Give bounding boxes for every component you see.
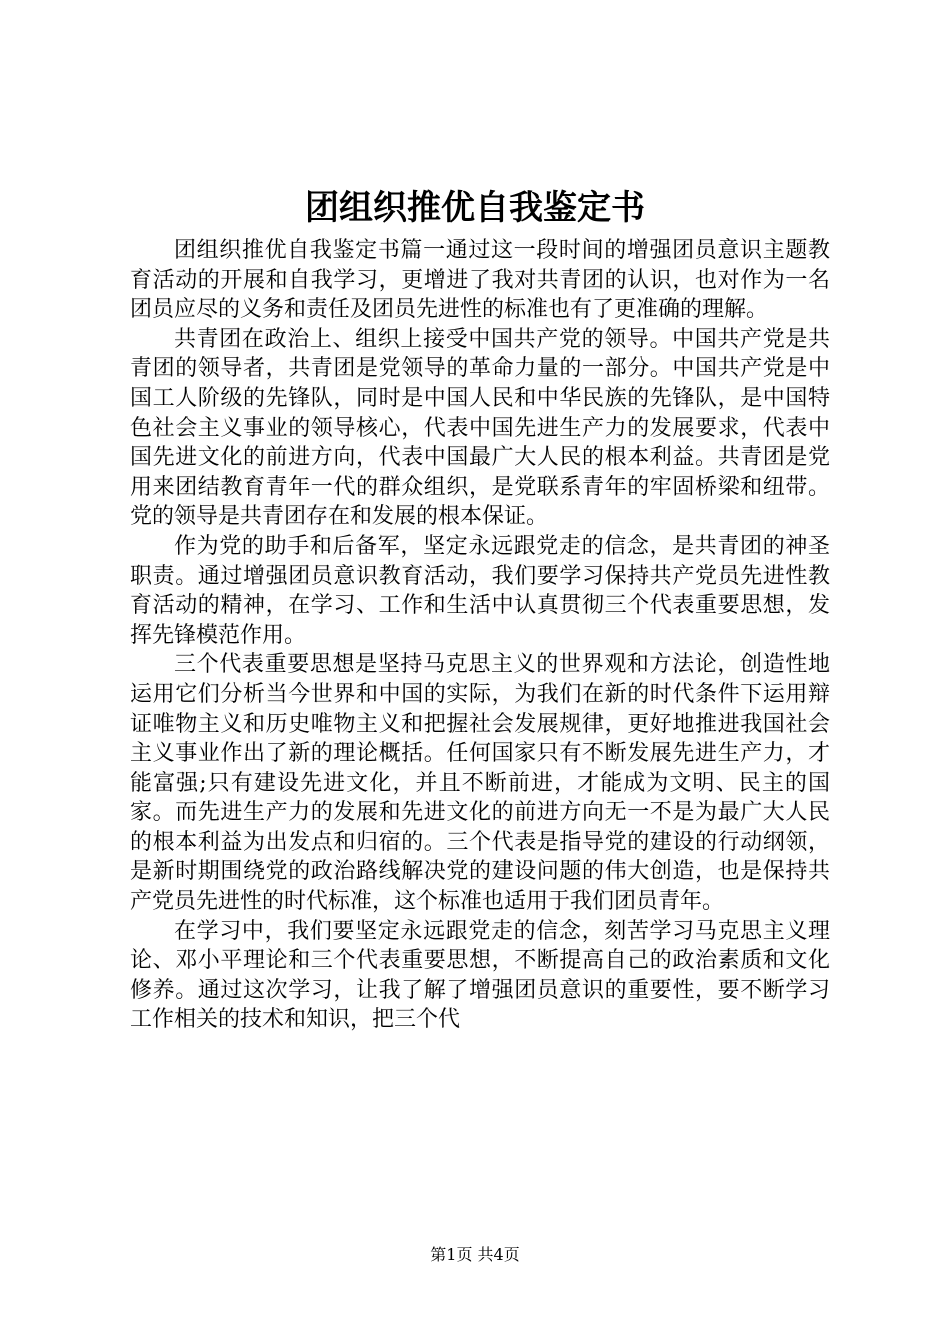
paragraph-4: 三个代表重要思想是坚持马克思主义的世界观和方法论，创造性地运用它们分析当今世界和中国的实际，为我们在新的时代条件下运用辩证唯物主义和历史唯物主义和把握社会发展规律，更好地推进我国社会主义事业作出了新的理论概括。任何国家只有不断发展先进生产力，才能富强;只有建设先进文化，并且不断前进，才能成为文明、民主的国家。而先进生产力的发展和先进文化的前进方向无一不是为最广大人民的根本利益为出发点和归宿的。三个代表是指导党的建设的行动纲领，是新时期围绕党的政治路线解决党的建设问题的伟大创造，也是保持共产党员先进性的时代标准，这个标准也适用于我们团员青年。 (130, 652, 830, 915)
document-title: 团组织推优自我鉴定书 (305, 188, 645, 228)
document-body (130, 236, 830, 1035)
page-number-footer: 第1页 共4页 (430, 1245, 520, 1264)
paragraph-3: 作为党的助手和后备军，坚定永远跟党走的信念，是共青团的神圣职责。通过增强团员意识教育活动，我们要学习保持共产党员先进性教育活动的精神，在学习、工作和生活中认真贯彻三个代表重要思想，发挥先锋模范作用。 (130, 533, 830, 648)
paragraph-2: 共青团在政治上、组织上接受中国共产党的领导。中国共产党是共青团的领导者，共青团是党领导的革命力量的一部分。中国共产党是中国工人阶级的先锋队，同时是中国人民和中华民族的先锋队，是中国特色社会主义事业的领导核心，代表中国先进生产力的发展要求，代表中国先进文化的前进方向，代表中国最广大人民的根本利益。共青团是党用来团结教育青年一代的群众组织，是党联系青年的牢固桥梁和纽带。党的领导是共青团存在和发展的根本保证。 (130, 326, 830, 530)
paragraph-1: 团组织推优自我鉴定书篇一通过这一段时间的增强团员意识主题教育活动的开展和自我学习，更增进了我对共青团的认识，也对作为一名团员应尽的义务和责任及团员先进性的标准也有了更准确的理解。 (130, 238, 830, 323)
paragraph-5: 在学习中，我们要坚定永远跟党走的信念，刻苦学习马克思主义理论、邓小平理论和三个代表重要思想，不断提高自己的政治素质和文化修养。通过这次学习，让我了解了增强团员意识的重要性，要不断学习工作相关的技术和知识，把三个代 (130, 918, 830, 1033)
